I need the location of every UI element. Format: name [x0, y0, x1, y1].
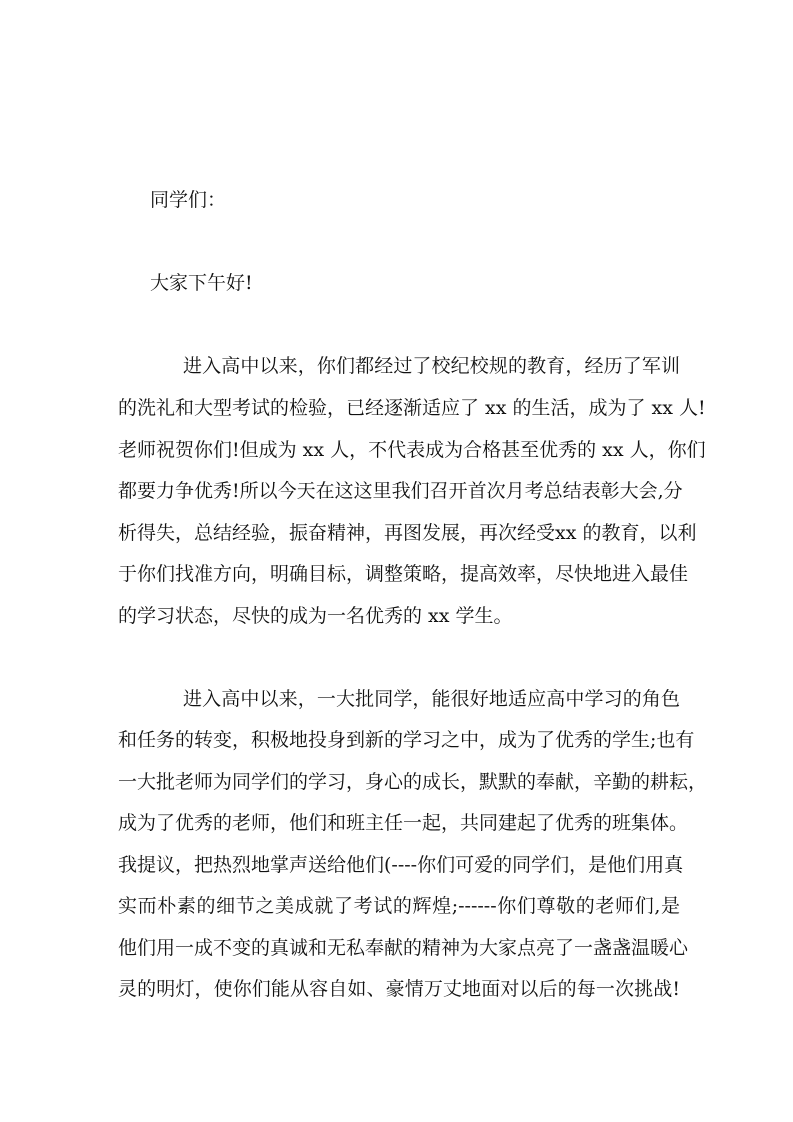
paragraph-line: 实而朴素的细节之美成就了考试的辉煌;------你们尊敬的老师们,是: [118, 895, 680, 917]
paragraph-line: 成为了优秀的老师，他们和班主任一起，共同建起了优秀的班集体。: [118, 812, 689, 834]
paragraph-line: 析得失，总结经验，振奋精神，再图发展，再次经受xx 的教育，以利: [118, 522, 697, 544]
paragraph-line: 他们用一成不变的真诚和无私奉献的精神为大家点亮了一盏盏温暖心: [118, 937, 689, 959]
paragraph-line: 于你们找准方向，明确目标，调整策略，提高效率，尽快地进入最佳: [118, 563, 689, 585]
paragraph-line: 进入高中以来，你们都经过了校纪校规的教育，经历了军训: [183, 355, 680, 377]
paragraph-line: 我提议，把热烈地掌声送给他们(----你们可爱的同学们，是他们用真: [118, 854, 684, 876]
paragraph-line: 的洗礼和大型考试的检验，已经逐渐适应了 xx 的生活，成为了 xx 人!: [118, 397, 706, 419]
salutation: 大家下午好!: [150, 272, 253, 294]
paragraph-line: 灵的明灯，使你们能从容自如、豪情万丈地面对以后的每一次挑战!: [118, 978, 680, 1000]
paragraph-line: 的学习状态，尽快的成为一名优秀的 xx 学生。: [118, 605, 513, 627]
paragraph-line: 和任务的转变，积极地投身到新的学习之中，成为了优秀的学生;也有: [118, 729, 695, 751]
paragraph-line: 一大批老师为同学们的学习，身心的成长，默默的奉献，辛勤的耕耘，: [118, 771, 708, 793]
greeting: 同学们：: [150, 189, 227, 211]
paragraph-line: 都要力争优秀!所以今天在这这里我们召开首次月考总结表彰大会,分: [118, 480, 683, 502]
paragraph-line: 进入高中以来，一大批同学，能很好地适应高中学习的角色: [183, 688, 680, 710]
paragraph-line: 老师祝贺你们!但成为 xx 人，不代表成为合格甚至优秀的 xx 人，你们: [118, 439, 706, 461]
